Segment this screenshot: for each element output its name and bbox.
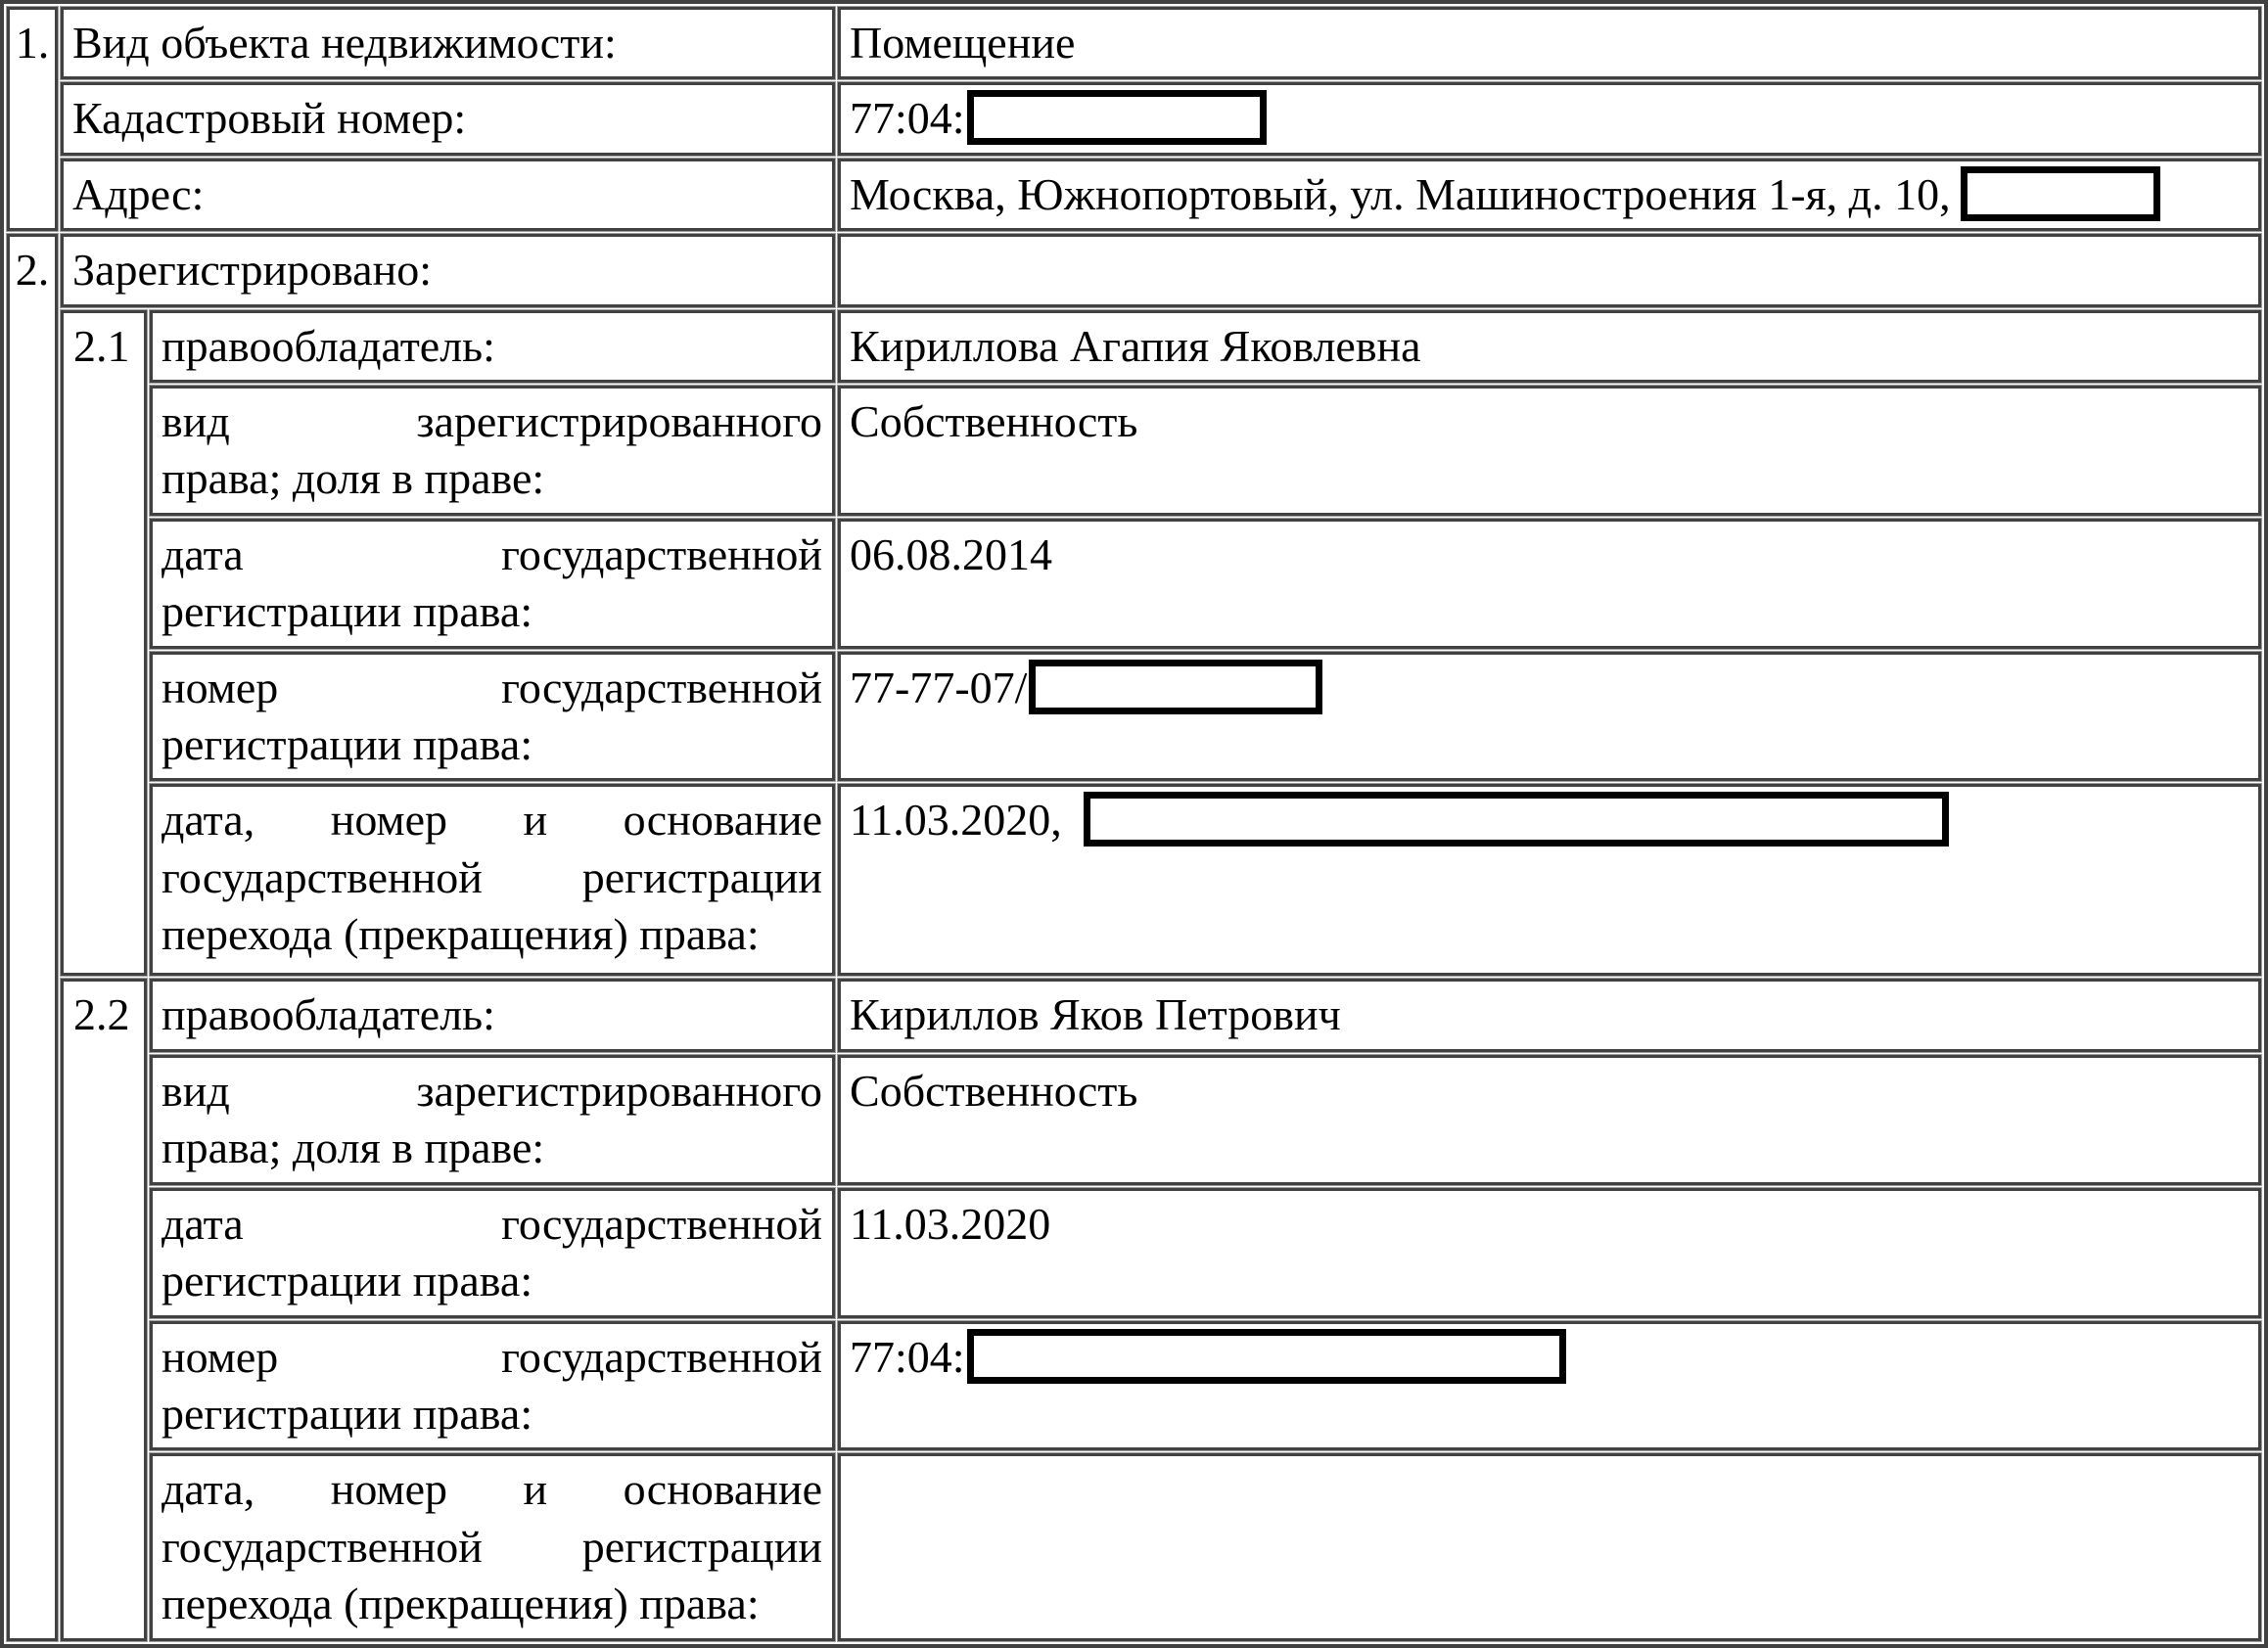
field-value <box>838 7 2261 79</box>
table-row <box>7 159 2261 231</box>
table-row <box>7 784 2261 976</box>
field-value <box>838 82 2261 155</box>
field-label-line: права; доля в праве: <box>162 453 545 504</box>
value-text: 06.08.2014 <box>850 528 1053 579</box>
field-label-line: дата, номер и основание <box>162 795 823 846</box>
redaction-box <box>967 90 1267 145</box>
table-row <box>7 652 2261 782</box>
field-label <box>150 1055 835 1185</box>
value-prefix: 77:04: <box>850 93 965 144</box>
table-row <box>7 979 2261 1051</box>
value-prefix: 77-77-07/ <box>850 662 1028 712</box>
field-label <box>61 234 835 306</box>
field-value <box>838 1321 2261 1451</box>
field-label-line: Вид объекта недвижимости: <box>72 18 617 68</box>
field-value <box>838 519 2261 649</box>
field-label-line: правообладатель: <box>162 320 495 371</box>
field-value <box>838 1188 2261 1318</box>
value-prefix: 11.03.2020, <box>850 795 1062 846</box>
field-value-empty <box>838 234 2261 306</box>
field-value <box>838 386 2261 516</box>
field-label <box>150 519 835 649</box>
field-value-empty <box>838 1453 2261 1640</box>
field-label <box>61 7 835 79</box>
value-text: 11.03.2020 <box>850 1198 1051 1249</box>
table-row <box>7 386 2261 516</box>
field-label <box>61 82 835 155</box>
table-row <box>7 310 2261 383</box>
field-label-line: вид зарегистрированного <box>162 1065 823 1116</box>
field-label <box>150 1321 835 1451</box>
row-number-1: 1. <box>7 7 58 231</box>
field-label-line: права; доля в праве: <box>162 1122 545 1173</box>
table-row <box>7 1321 2261 1451</box>
table-row <box>7 1055 2261 1185</box>
field-label-line: перехода (прекращения) права: <box>162 909 760 960</box>
field-value <box>838 784 2261 976</box>
table-row <box>7 234 2261 306</box>
field-label-line: регистрации права: <box>162 1256 533 1306</box>
field-label <box>61 159 835 231</box>
value-text: Кириллова Агапия Яковлевна <box>850 320 1421 371</box>
table-row <box>7 7 2261 79</box>
field-label-line: номер государственной <box>162 1331 823 1382</box>
field-label-line: Зарегистрировано: <box>72 245 432 296</box>
row-number-2: 2. <box>7 234 58 1640</box>
field-label-line: государственной регистрации <box>162 1521 823 1572</box>
field-label-line: Кадастровый номер: <box>72 93 467 144</box>
redaction-box <box>1029 660 1322 714</box>
redaction-box <box>1084 792 1949 847</box>
field-label <box>150 1453 835 1640</box>
field-label-line: государственной регистрации <box>162 851 823 902</box>
field-label-line: Адрес: <box>72 168 205 219</box>
field-value <box>838 1055 2261 1185</box>
field-label-line: регистрации права: <box>162 719 533 770</box>
field-label <box>150 1188 835 1318</box>
field-label-line: регистрации права: <box>162 1388 533 1439</box>
value-prefix: Москва, Южнопортовый, ул. Машиностроения 1-я, д. 10, <box>850 168 1951 219</box>
field-label-line: регистрации права: <box>162 586 533 637</box>
value-text: Собственность <box>850 396 1138 447</box>
field-label <box>150 386 835 516</box>
field-label-line: перехода (прекращения) права: <box>162 1579 760 1629</box>
field-label-line: дата, номер и основание <box>162 1464 823 1515</box>
field-value <box>838 159 2261 231</box>
field-value <box>838 310 2261 383</box>
owner-number: 2.1 <box>61 310 147 977</box>
redaction-box <box>967 1329 1566 1384</box>
field-label <box>150 652 835 782</box>
value-text: Кириллов Яков Петрович <box>850 989 1341 1040</box>
table-row <box>7 519 2261 649</box>
field-label-line: номер государственной <box>162 662 823 712</box>
field-label-line: дата государственной <box>162 1198 823 1249</box>
value-prefix: 77:04: <box>850 1331 965 1382</box>
redaction-box <box>1961 166 2160 221</box>
field-label-line: правообладатель: <box>162 989 495 1040</box>
table-row <box>7 1188 2261 1318</box>
field-label-line: дата государственной <box>162 528 823 579</box>
field-label <box>150 979 835 1051</box>
field-label <box>150 784 835 976</box>
value-text: Собственность <box>850 1065 1138 1116</box>
field-label <box>150 310 835 383</box>
table-row <box>7 1453 2261 1640</box>
field-value <box>838 979 2261 1051</box>
table-row <box>7 82 2261 155</box>
field-label-line: вид зарегистрированного <box>162 396 823 447</box>
owner-number: 2.2 <box>61 979 147 1640</box>
field-value <box>838 652 2261 782</box>
value-text: Помещение <box>850 18 1076 68</box>
